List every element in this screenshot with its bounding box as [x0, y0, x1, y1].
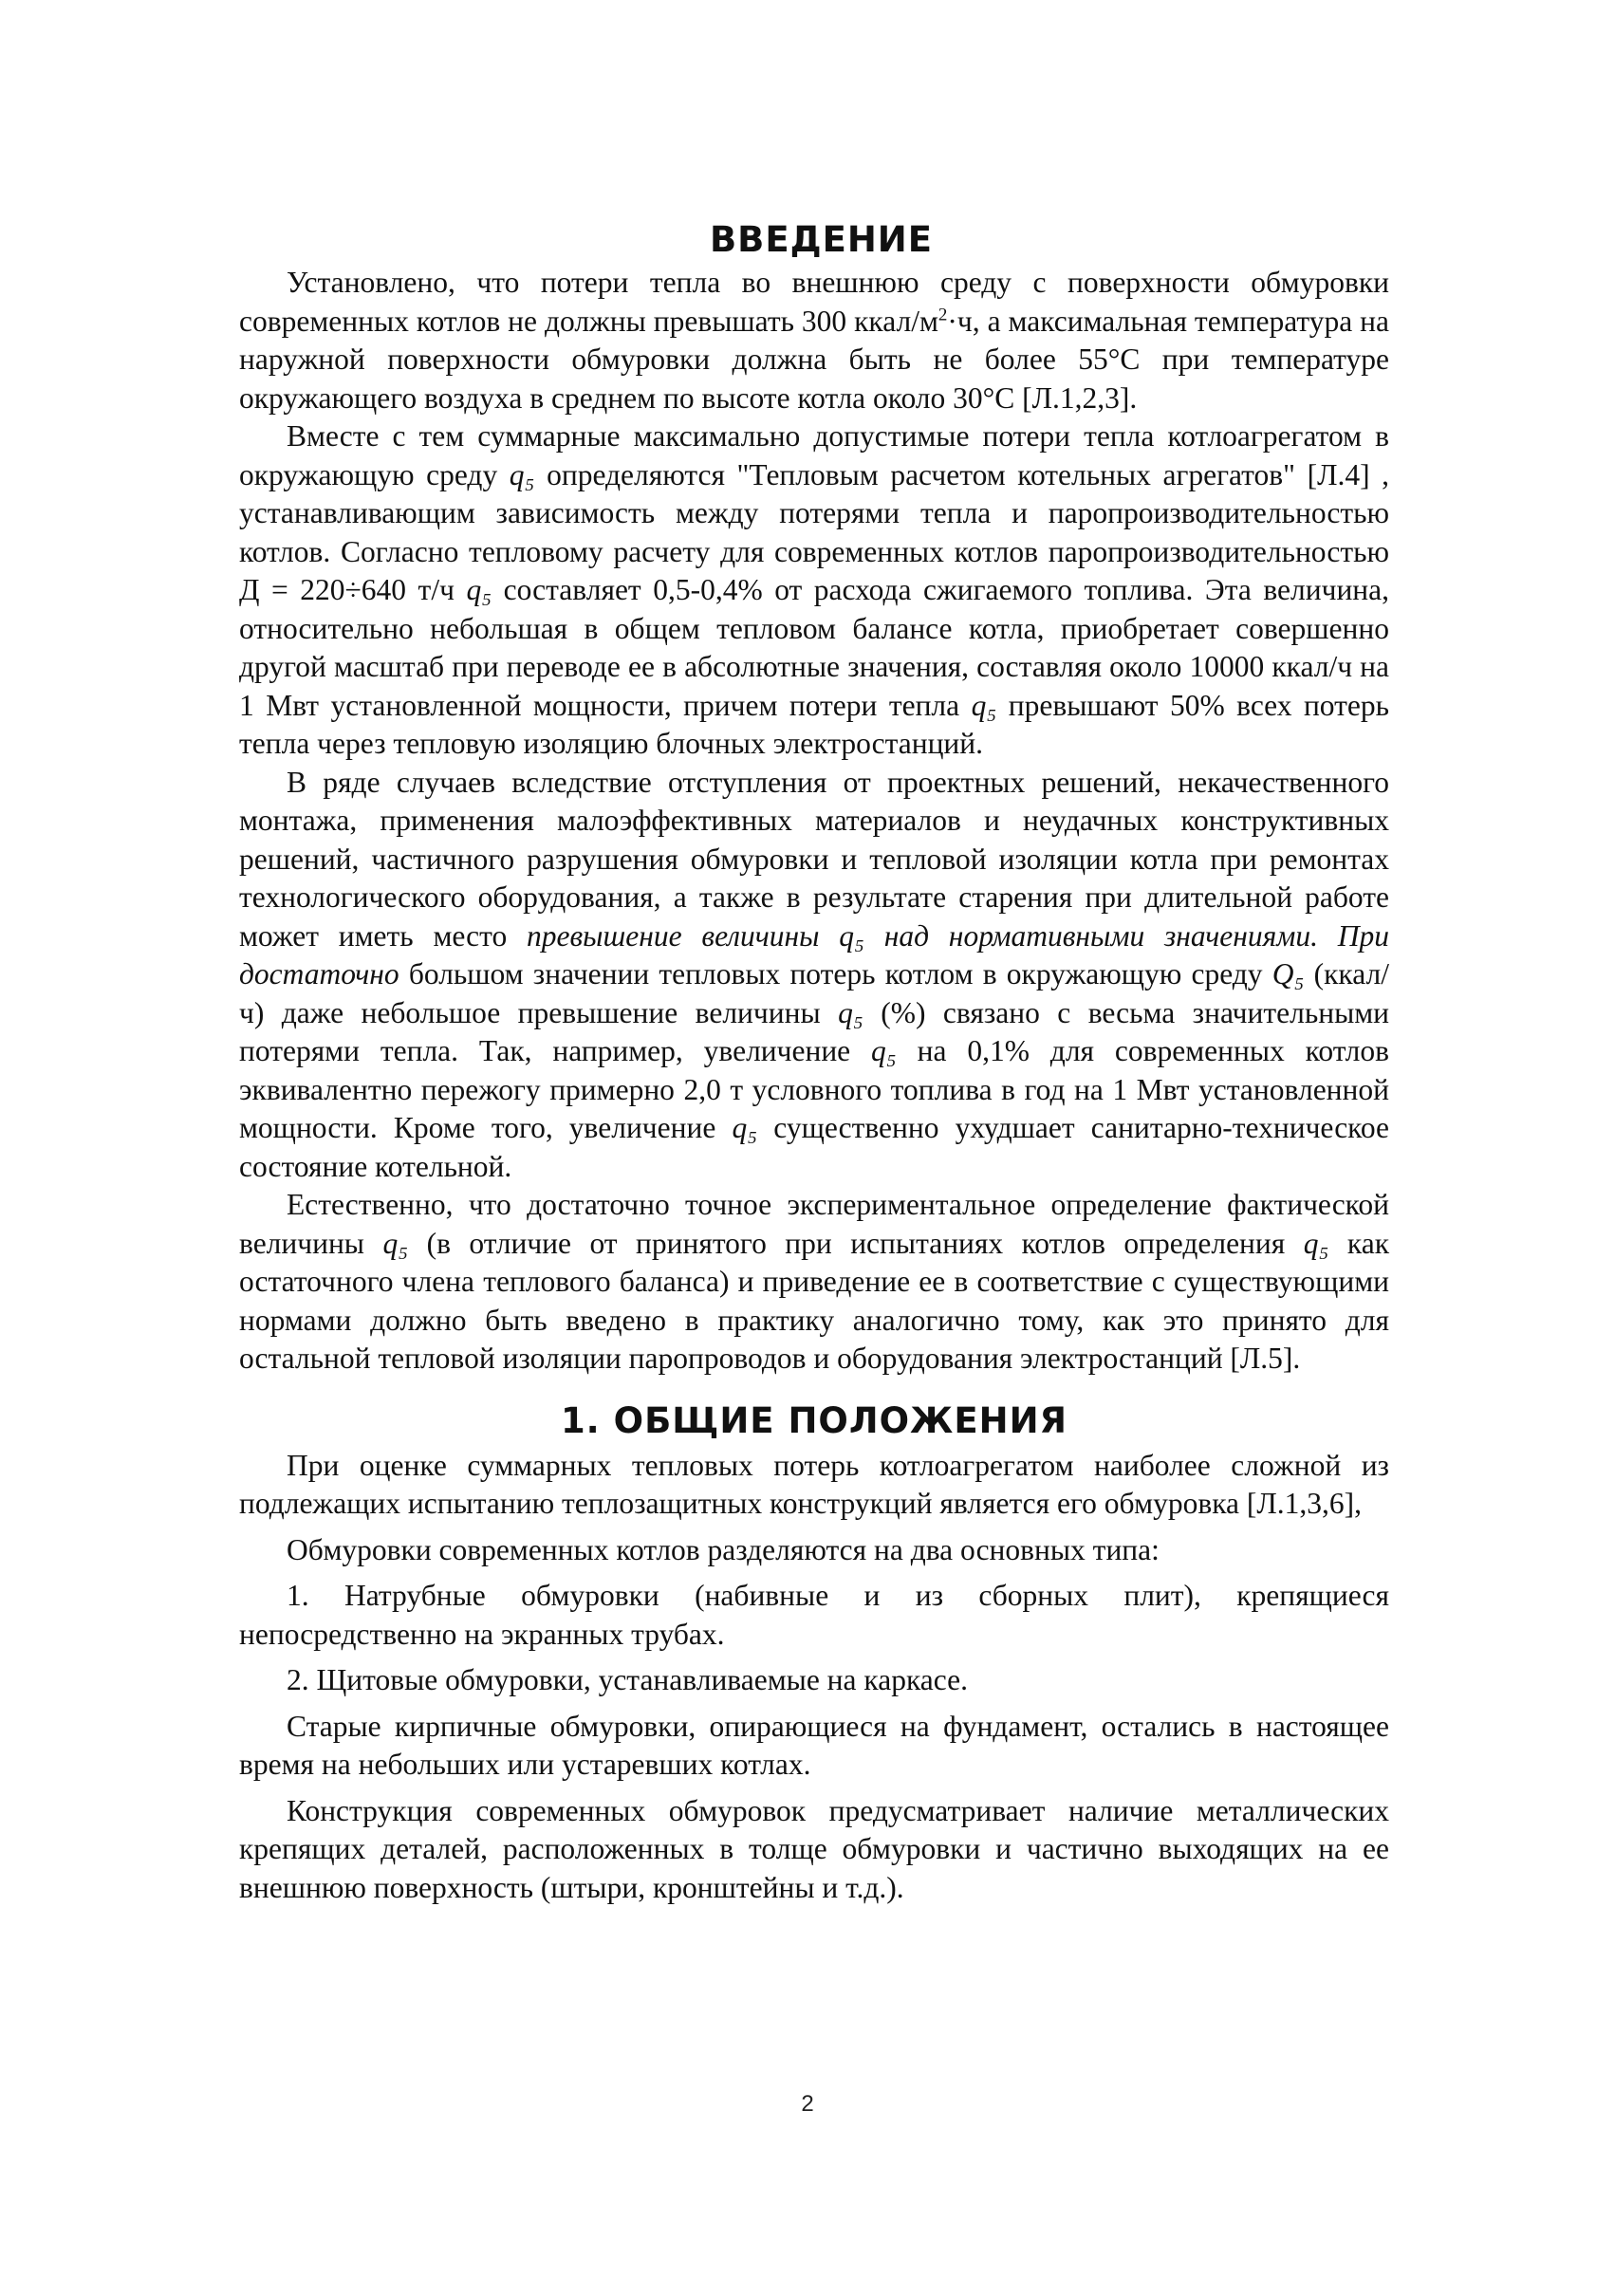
- page-number: 2: [801, 2091, 814, 2117]
- section-1-paragraph-3: Старые кирпичные обмуровки, опирающиеся на фундамент, остались в настоящее время на небольших или устаревших котлах.: [239, 1709, 1389, 1781]
- intro-paragraph-2: Вместе с тем суммарные максимально допустимые потери тепла котлоагрегатом в окружающую среду q₅ определяются "Тепловым расчетом котельных агрегатов" [Л.4] , устанавливающим зависимость между потерями тепла и паропроизводительностью котлов. Согласно тепловому расчету для современных котлов паропроизводительностью Д = 220÷640 т/ч q₅ составляет 0,5-0,4% от расхода сжигаемого топлива. Эта величина, относительно небольшая в общем тепловом балансе котла, приобретает совершенно другой масштаб при переводе ее в абсолютные значения, составляя около 10000 ккал/ч на 1 Мвт установленной мощности, причем потери тепла q₅ превышают 50% всех потерь тепла через тепловую изоляцию блочных электростанций.: [239, 419, 1390, 760]
- section-1-list-item-2: 2. Щитовые обмуровки, устанавливаемые на каркасе.: [287, 1663, 968, 1696]
- section-1-paragraph-1: При оценке суммарных тепловых потерь котлоагрегатом наиболее сложной из подлежащих испытанию теплозащитных конструкций является его обмуровка [Л.1,3,6],: [239, 1448, 1389, 1520]
- emphasized-phrase: превышение величины q₅ над нормативными значениями. При достаточно: [239, 918, 1390, 991]
- q5-symbol: q₅: [382, 1226, 409, 1260]
- intro-paragraph-3: В ряде случаев вследствие отступления от проектных решений, некачественного монтажа, применения малоэффективных материалов и неудачных конструктивных решений, частичного разрушения обмуровки и тепловой изоляции котла при ремонтах технологического оборудования, а также в результате старения при длительной работе может иметь место превышение величины q₅ над нормативными значениями. При достаточно большом значении тепловых потерь котлом в окружающую среду Q₅ (ккал/ч) даже небольшое превышение величины q₅ (%) связано с весьма значительными потерями тепла. Так, например, увеличение q₅ на 0,1% для современных котлов эквивалентно пережогу примерно 2,0 т условного топлива в год на 1 Мвт установленной мощности. Кроме того, увеличение q₅ существенно ухудшает санитарно-техническое состояние котельной.: [239, 765, 1390, 1183]
- section-1-paragraph-2: Обмуровки современных котлов разделяются на два основных типа:: [287, 1532, 1160, 1566]
- q5-symbol: q₅: [971, 688, 997, 722]
- q5-symbol: q₅: [871, 1034, 897, 1067]
- intro-paragraph-4: Естественно, что достаточно точное экспериментальное определение фактической величины q₅ (в отличие от принятого при испытаниях котлов определения q₅ как остаточного члена теплового баланса) и приведение ее в соответствие с существующими нормами должно быть введено в практику аналогично тому, как это принято для остальной тепловой изоляции паропроводов и оборудования электростанций [Л.5].: [239, 1188, 1390, 1375]
- section-1-heading: 1. ОБЩИЕ ПОЛОЖЕНИЯ: [560, 1399, 1068, 1441]
- q5-symbol: q₅: [466, 573, 492, 606]
- section-1-list-item-1: 1. Натрубные обмуровки (набивные и из сборных плит), крепящиеся непосредственно на экранных трубах.: [239, 1579, 1389, 1651]
- q5-symbol: q₅: [509, 457, 535, 491]
- intro-paragraph-1: Установлено, что потери тепла во внешнюю среду с поверхности обмуровки современных котлов не должны превышать 300 ккал/$м^2\cdot ч$, а максимальная температура на наружной поверхности обмуровки должна быть не более 55°С при температуре окружающего воздуха в среднем по высоте котла около 30°С [Л.1,2,3].: [239, 266, 1389, 415]
- q5-symbol: q₅: [838, 995, 863, 1029]
- section-1-paragraph-4: Конструкция современных обмуровок предусматривает наличие металлических крепящих деталей, расположенных в толще обмуровки и частично выходящих на ее внешнюю поверхность (штыри, кронштейны и т.д.).: [239, 1793, 1389, 1904]
- document-page: [239, 216, 1389, 1907]
- q5-symbol: q₅: [732, 1111, 758, 1144]
- Q5-symbol: Q₅: [1272, 957, 1305, 991]
- intro-heading: ВВЕДЕНИЕ: [709, 219, 934, 260]
- q5-symbol: q₅: [1303, 1226, 1329, 1260]
